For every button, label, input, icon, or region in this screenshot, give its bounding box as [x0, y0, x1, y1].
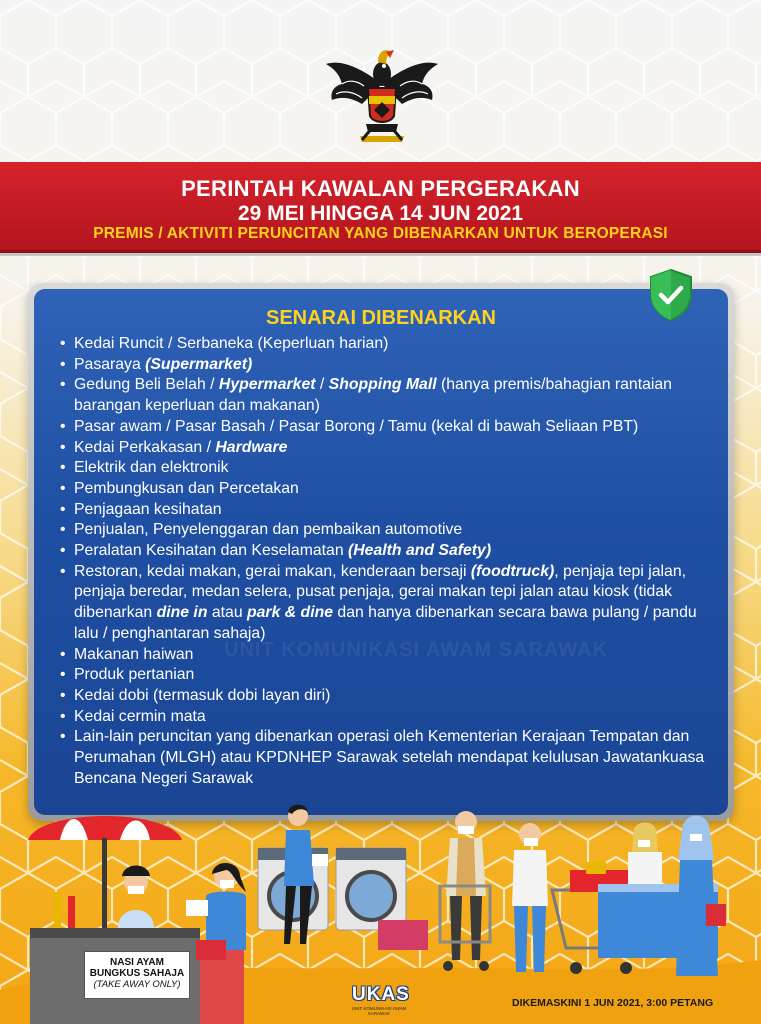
list-item-text: Kedai dobi (termasuk dobi layan diri) [74, 686, 331, 704]
laundry-machines-icon [258, 848, 428, 950]
list-item-text: Gedung Beli Belah / [74, 376, 219, 394]
list-item-text: atau [207, 604, 247, 622]
sign-line-2: BUNGKUS SAHAJA [89, 968, 185, 979]
list-item-text: (hanya premis/bahagian rantaian barangan keperluan dan makanan) [74, 376, 672, 415]
list-item-emphasis: dine in [156, 604, 208, 622]
man-with-trolley-icon [440, 811, 490, 971]
list-item [60, 500, 716, 521]
list-item-text: Pembungkusan dan Percetakan [74, 479, 299, 497]
list-item-text: Kedai cermin mata [74, 707, 206, 725]
list-item-emphasis: Hypermarket [218, 376, 316, 394]
list-item-emphasis: Shopping Mall [328, 376, 437, 394]
ukas-logo-subtext: UNIT KOMUNIKASI AWAM SARAWAK [351, 1006, 407, 1016]
sign-line-1: NASI AYAM [110, 957, 164, 968]
list-item-text: Produk pertanian [74, 666, 195, 684]
list-item [60, 438, 716, 459]
list-item-emphasis: park & dine [247, 604, 334, 622]
list-item-text: Penjagaan kesihatan [74, 500, 222, 518]
ukas-logo: UKAS [352, 984, 410, 1005]
list-item-text: Makanan haiwan [74, 645, 194, 663]
green-shield-check-icon [648, 268, 694, 322]
sarawak-coat-of-arms-icon [322, 44, 442, 148]
list-item [60, 727, 716, 789]
panel-watermark: UNIT KOMUNIKASI AWAM SARAWAK [224, 639, 608, 661]
list-item [60, 541, 716, 562]
list-item [60, 645, 716, 666]
list-item [60, 479, 716, 500]
list-item [60, 686, 716, 707]
takeaway-sign [84, 951, 190, 999]
list-item [60, 458, 716, 479]
list-item-text: , penjaja tepi jalan, penjaja beredar, medan selera, pusat penjaja, gerai makan tepi jalan atau kiosk (tidak dibenarkan [74, 562, 687, 622]
list-item-text: Lain-lain peruncitan yang dibenarkan operasi oleh Kementerian Kerajaan Tempatan dan Perumahan (MLGH) atau KPDNHEP Sarawak setelah mendapat kelulusan Jawatankuasa Bencana Negeri Sarawak [74, 728, 705, 787]
list-item-emphasis: (foodtruck) [470, 562, 555, 580]
allowed-items-list [60, 334, 716, 789]
list-item [60, 665, 716, 686]
banner-subtitle: PREMIS / AKTIVITI PERUNCITAN YANG DIBENARKAN UNTUK BEROPERASI [93, 225, 668, 242]
list-item-text: Kedai Perkakasan / [74, 438, 216, 456]
list-item [60, 355, 716, 376]
list-item-text: Pasar awam / Pasar Basah / Pasar Borong / Tamu (kekal di bawah Seliaan PBT) [74, 417, 639, 435]
list-item-text: Restoran, kedai makan, gerai makan, kenderaan bersaji [74, 562, 471, 580]
list-item-text: Pasaraya [74, 355, 146, 373]
list-item [60, 375, 716, 416]
allowed-list-panel [34, 289, 728, 815]
panel-heading: SENARAI DIBENARKAN [265, 307, 496, 329]
list-item-emphasis: (Health and Safety) [348, 542, 492, 560]
last-updated-text: DIKEMASKINI 1 JUN 2021, 3:00 PETANG [512, 997, 714, 1009]
list-item-text: dan hanya dibenarkan secara bawa pulang / pandu lalu / penghantaran sahaja) [74, 604, 697, 642]
list-item [60, 417, 716, 438]
sign-line-3: (TAKE AWAY ONLY) [93, 979, 181, 990]
list-item-text: Peralatan Kesihatan dan Keselamatan [74, 542, 349, 560]
list-item-text: Elektrik dan elektronik [74, 459, 229, 477]
list-item [60, 707, 716, 728]
hijab-woman-icon [676, 816, 726, 977]
banner-title: PERINTAH KAWALAN PERGERAKAN [181, 176, 580, 201]
banner-dates: 29 MEI HINGGA 14 JUN 2021 [237, 202, 524, 225]
list-item-text: Kedai Runcit / Serbaneka (Keperluan harian) [74, 335, 389, 352]
list-item-text: Penjualan, Penyelenggaran dan pembaikan automotive [74, 521, 463, 539]
title-banner [0, 162, 761, 253]
list-item [60, 334, 716, 355]
list-item-text: / [315, 376, 329, 394]
list-item-emphasis: (Supermarket) [145, 355, 253, 373]
list-item-emphasis: Hardware [215, 438, 288, 456]
list-item [60, 562, 716, 645]
list-item [60, 520, 716, 541]
